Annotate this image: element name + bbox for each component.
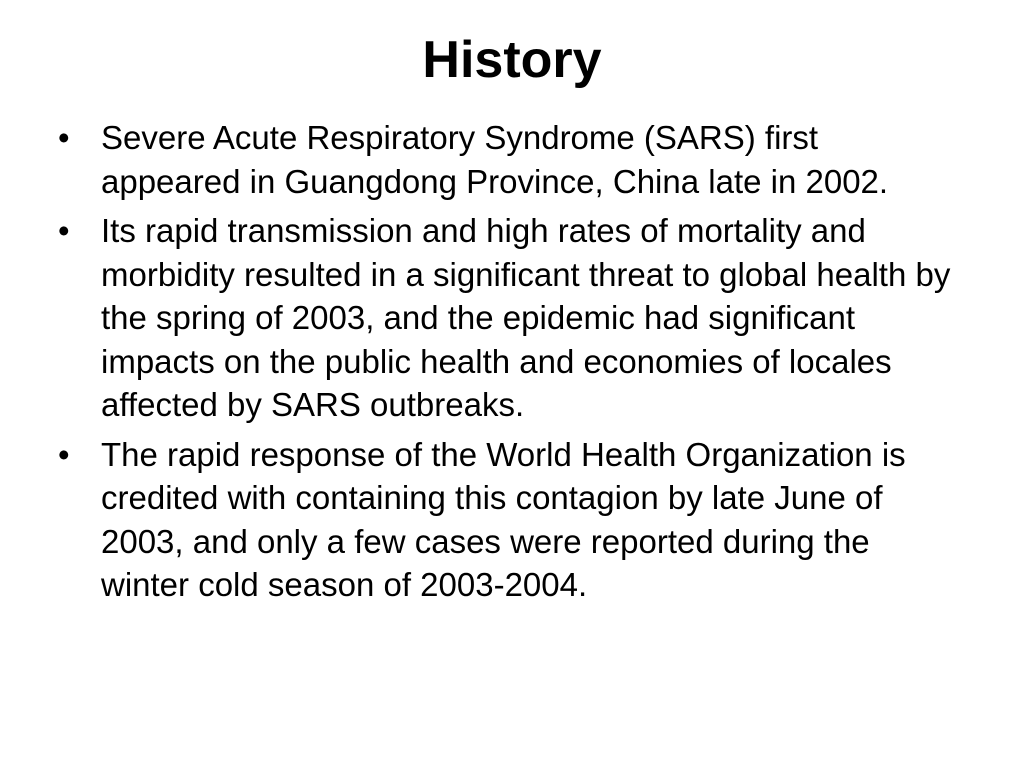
bullet-item (58, 116, 958, 203)
bullet-text: Its rapid transmission and high rates of mortality and morbidity resulted in a significant threat to global health by the spring of 2003, and the epidemic had significant impacts on the public health and economies of locales affected by SARS outbreaks. (101, 212, 951, 423)
bullet-list (58, 116, 958, 613)
bullet-item (58, 433, 958, 607)
bullet-icon: • (58, 435, 70, 473)
bullet-text: The rapid response of the World Health Organization is credited with containing this contagion by late June of 2003, and only a few cases were reported during the winter cold season of 2003-2004. (101, 435, 906, 603)
bullet-icon: • (58, 212, 70, 249)
bullet-item (58, 209, 958, 427)
bullet-text: Severe Acute Respiratory Syndrome (SARS) first appeared in Guangdong Province, China late in 2002. (101, 119, 889, 200)
slide-title: History (422, 31, 602, 89)
bullet-icon: • (58, 119, 70, 156)
